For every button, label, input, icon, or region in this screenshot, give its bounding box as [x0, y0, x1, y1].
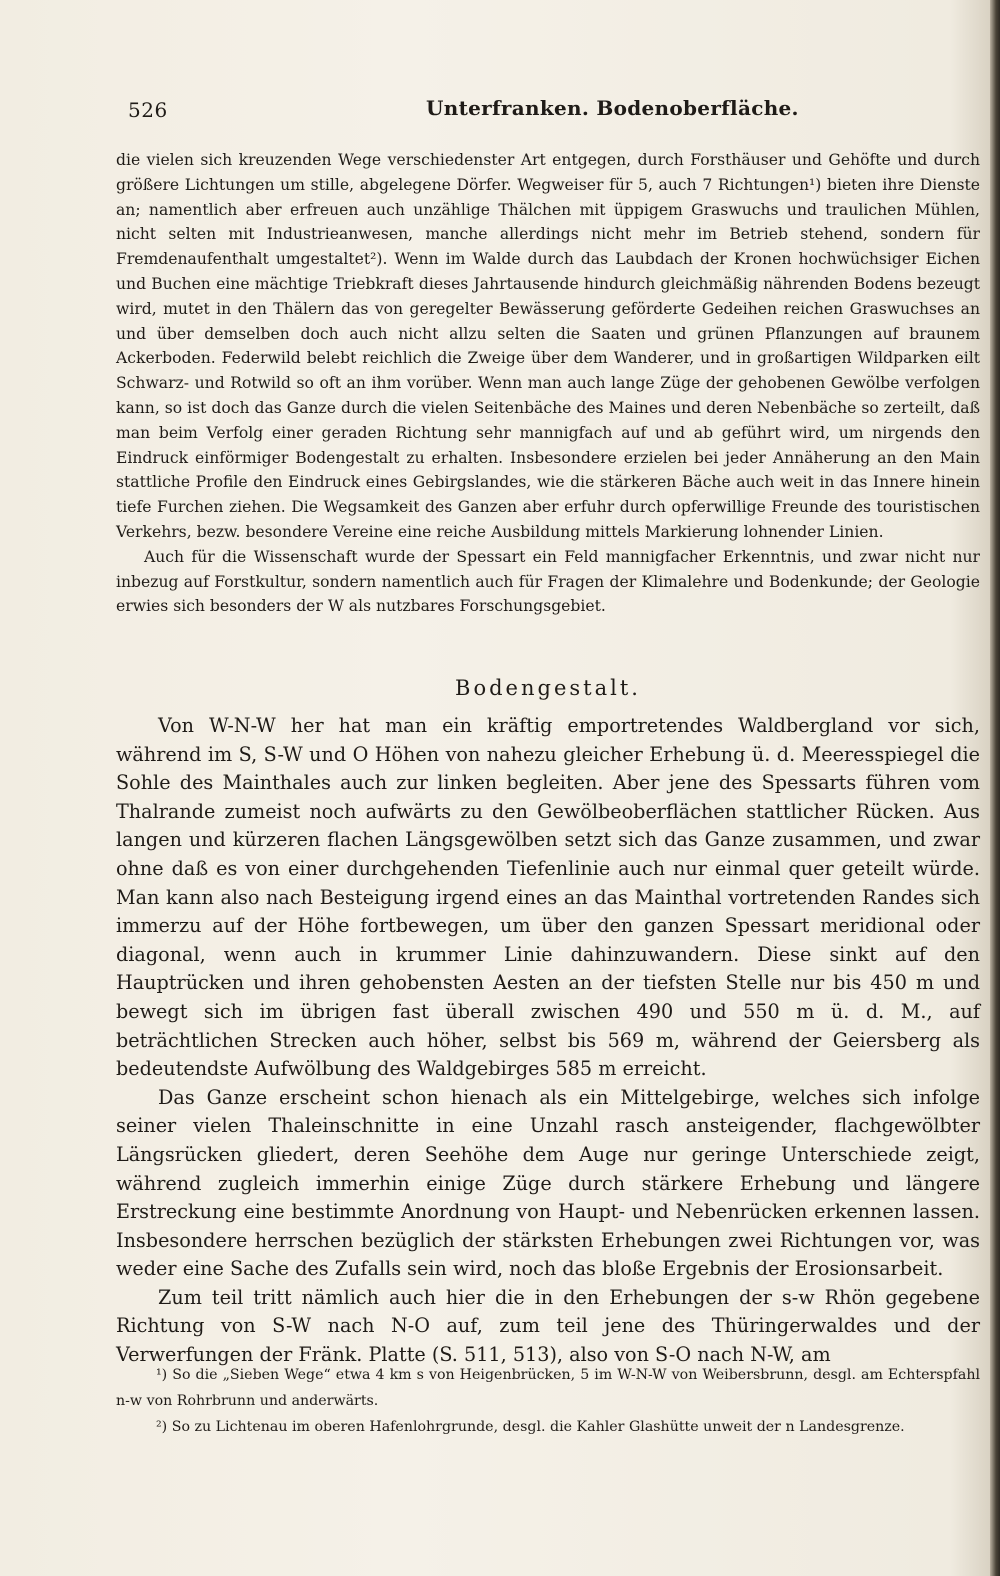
- page-edge: [990, 0, 1000, 1576]
- section-heading: Bodengestalt.: [455, 676, 641, 700]
- page-number: 526: [128, 98, 168, 122]
- footnote: ¹) So die „Sieben Wege“ etwa 4 km s von Heigenbrücken, 5 im W-N-W von Weibersbrunn, desgl. am Echterspfahl n-w von Rohrbrunn und anderwärts.: [116, 1367, 980, 1409]
- footnote: ²) So zu Lichtenau im oberen Hafenlohrgrunde, desgl. die Kahler Glashütte unweit der n Landesgrenze.: [156, 1419, 905, 1435]
- body-text: [116, 712, 980, 1370]
- page-header: [128, 96, 978, 126]
- intro-text: [116, 148, 980, 619]
- body-paragraph: Von W-N-W her hat man ein kräftig emportretendes Waldbergland vor sich, während im S, S-W und O Höhen von nahezu gleicher Erhebung ü. d. Meeresspiegel die Sohle des Mainthales auch zur linken begleiten. Aber jene des Spessarts führen vom Thalrande zumeist noch aufwärts zu den Gewölbeoberflächen stattlicher Rücken. Aus langen und kürzeren flachen Längsgewölben setzt sich das Ganze zusammen, und zwar ohne daß es von einer durchgehenden Tiefenlinie auch nur einmal quer geteilt würde. Man kann also nach Besteigung irgend eines an das Mainthal vortretenden Randes sich immerzu auf der Höhe fortbewegen, um über den ganzen Spessart meridional oder diagonal, wenn auch in krummer Linie dahinzuwandern. Diese sinkt auf den Hauptrücken und ihren gehobensten Aesten an der tiefsten Stelle nur bis 450 m und bewegt sich im übrigen fast überall zwischen 490 und 550 m ü. d. M., auf beträchtlichen Strecken auch höher, selbst bis 569 m, während der Geiersberg als bedeutendste Aufwölbung des Waldgebirges 585 m erreicht.: [116, 714, 980, 1081]
- intro-paragraph: die vielen sich kreuzenden Wege verschiedenster Art entgegen, durch Forsthäuser und Gehöfte und durch größere Lichtungen um stille, abgelegene Dörfer. Wegweiser für 5, auch 7 Richtungen¹) bieten ihre Dienste an; namentlich aber erfreuen auch unzählige Thälchen mit üppigem Graswuchs und traulichen Mühlen, nicht selten mit Industrieanwesen, manche allerdings nicht mehr im Betrieb stehend, sondern für Fremdenaufenthalt umgestaltet²). Wenn im Walde durch das Laubdach der Kronen hochwüchsiger Eichen und Buchen eine mächtige Triebkraft dieses Jahrtausende hindurch gleichmäßig nährenden Bodens bezeugt wird, mutet in den Thälern das von geregelter Bewässerung geförderte Gedeihen reichen Graswuchses an und über demselben doch auch nicht allzu selten die Saaten und grünen Pflanzungen auf braunem Ackerboden. Federwild belebt reichlich die Zweige über dem Wanderer, und in großartigen Wildparken eilt Schwarz- und Rotwild so oft an ihm vorüber. Wenn man auch lange Züge der gehobenen Gewölbe verfolgen kann, so ist doch das Ganze durch die vielen Seitenbäche des Maines und deren Nebenbäche so zerteilt, daß man beim Verfolg einer geraden Richtung sehr mannigfach auf und ab geführt wird, um nirgends den Eindruck einförmiger Bodengestalt zu erhalten. Insbesondere erzielen bei jeder Annäherung an den Main stattliche Profile den Eindruck eines Gebirgslandes, wie die stärkeren Bäche auch weit in das Innere hinein tiefe Furchen ziehen. Die Wegsamkeit des Ganzen aber erfuhr durch opferwillige Freunde des touristischen Verkehrs, bezw. besondere Vereine eine reiche Ausbildung mittels Markierung lohnender Linien.: [116, 151, 980, 541]
- body-paragraph: Das Ganze erscheint schon hienach als ein Mittelgebirge, welches sich infolge seiner vielen Thaleinschnitte in eine Unzahl rasch ansteigender, flachgewölbter Längsrücken gliedert, deren Seehöhe dem Auge nur geringe Unterschiede zeigt, während zugleich immerhin einige Züge durch stärkere Erhebung und längere Erstreckung eine bestimmte Anordnung von Haupt- und Nebenrücken erkennen lassen. Insbesondere herrschen bezüglich der stärksten Erhebungen zwei Richtungen vor, was weder eine Sache des Zufalls sein wird, noch das bloße Ergebnis der Erosionsarbeit.: [116, 1085, 980, 1281]
- intro-paragraph: Auch für die Wissenschaft wurde der Spessart ein Feld mannigfacher Erkenntnis, und zwar nicht nur inbezug auf Forstkultur, sondern namentlich auch für Fragen der Klimalehre und Bodenkunde; der Geologie erwies sich besonders der W als nutzbares Forschungsgebiet.: [116, 547, 980, 616]
- footnotes: [116, 1362, 980, 1440]
- body-paragraph: Zum teil tritt nämlich auch hier die in den Erhebungen der s-w Rhön gegebene Richtung von S-W nach N-O auf, zum teil jene des Thüringerwaldes und der Verwerfungen der Fränk. Platte (S. 511, 513), also von S-O nach N-W, am: [116, 1285, 980, 1367]
- running-head: Unterfranken. Bodenoberfläche.: [426, 96, 799, 120]
